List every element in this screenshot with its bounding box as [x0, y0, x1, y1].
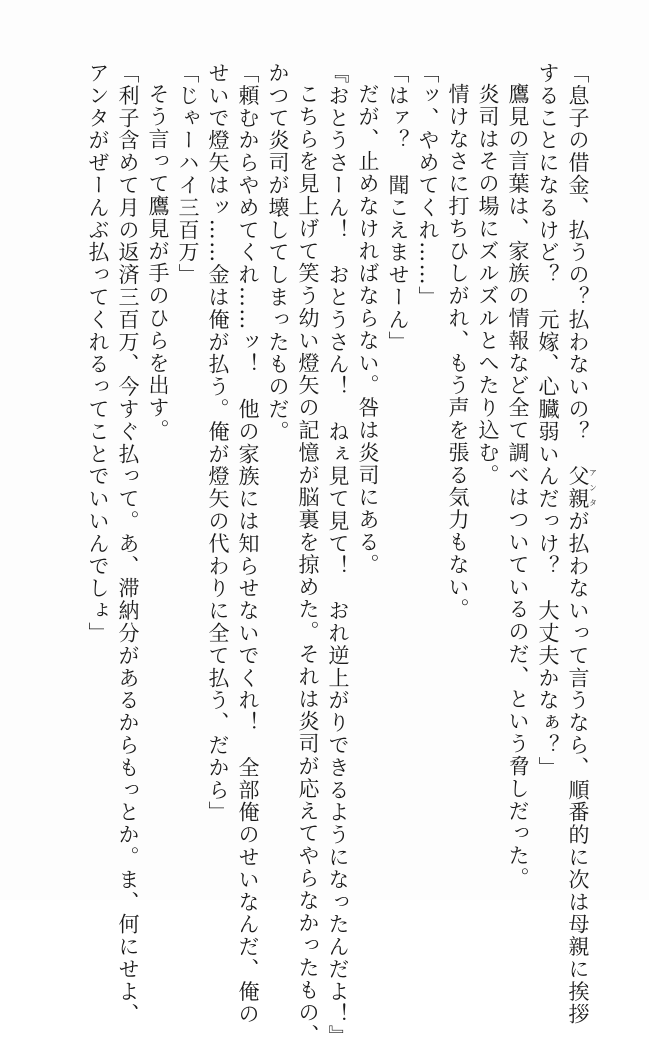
text-line: 情けなさに打ちひしがれ、もう声を張る気力もない。 [446, 83, 470, 621]
text-line: することになるけど？ 元嫁、心臓弱いんだっけ？ 大丈夫かなぁ？」 [536, 62, 560, 779]
text-line: かつて炎司が壊してしまったものだ。 [266, 62, 290, 443]
text-line: こちらを見上げて笑う幼い燈矢の記憶が脳裏を掠めた。それは炎司が応えてやらなかったもの、 [296, 83, 320, 1047]
vertical-text-body [83, 62, 598, 1048]
ruby-base: 父親 [566, 465, 590, 511]
text-line: 「じゃーハイ三百万」 [176, 62, 200, 286]
ruby-reading: アンタ [588, 465, 598, 511]
text-line: 『おとうさーん！ おとうさん！ ねぇ見て見て！ おれ逆上がりできるようになったんだよ！』 [326, 62, 350, 1048]
text-line: せいで燈矢はッ……金は俺が払う。俺が燈矢の代わりに全て払う、だから」 [206, 62, 230, 824]
text-line: 鷹見の言葉は、家族の情報など全て調べはついているのだ、という脅しだった。 [506, 83, 530, 890]
text-line: 「息子の借金、払うの？払わないの？ 父親アンタが払わないって言うなら、順番的に次は母親に挨拶 [566, 62, 598, 1026]
text-line: 「頼むからやめてくれ……ッ！ 他の家族には知らせないでくれ！ 全部俺のせいなんだ、俺の [236, 62, 260, 1026]
text-line: 炎司はその場にズルズルとへたり込む。 [476, 83, 500, 487]
text-line: 「はァ？ 聞こえませーん」 [386, 62, 410, 354]
text-line: そう言って鷹見が手のひらを出す。 [146, 83, 170, 442]
text-line: アンタがぜーんぶ払ってくれるってことでいいんでしょ」 [86, 62, 110, 645]
text-line: 「ッ、やめてくれ……」 [416, 62, 440, 309]
text-line: 「利子含めて月の返済三百万、今すぐ払って。あ、滞納分があるからもっとか。ま、何にせよ、 [116, 62, 140, 1026]
text-line: だが、止めなければならない。咎は炎司にある。 [356, 83, 380, 576]
ruby-annotation [566, 465, 598, 511]
